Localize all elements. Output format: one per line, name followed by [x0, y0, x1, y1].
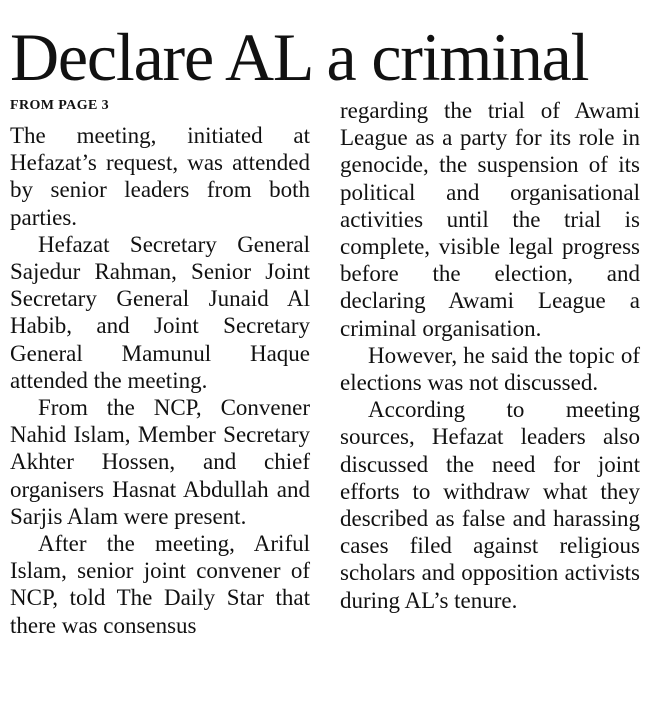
paragraph-meeting-intro: The meeting, initiated at Hefazat’s request, was attended by senior leaders from both parties. — [10, 123, 310, 230]
paragraph-elections: However, he said the topic of elections was not discussed. — [340, 342, 640, 396]
paragraph-consensus-continued: regarding the trial of Awami League as a party for its role in genocide, the suspension of its political and organisational activities until the trial is complete, visible legal progress before the election, and declaring Awami League a criminal organisation. — [340, 98, 640, 341]
left-column — [10, 97, 310, 639]
headline: Declare AL a criminal — [10, 19, 589, 95]
paragraph-after-meeting: After the meeting, Ariful Islam, senior joint convener of NCP, told The Daily Star that there was consensus — [10, 531, 310, 638]
paragraph-hefazat-leaders: Hefazat Secretary General Sajedur Rahman, Senior Joint Secretary General Junaid Al Habib, and Joint Secretary General Mamunul Haque attended the meeting. — [10, 231, 310, 393]
paragraph-ncp-leaders: From the NCP, Convener Nahid Islam, Member Secretary Akhter Hossen, and chief organisers Hasnat Abdullah and Sarjis Alam were present. — [10, 395, 310, 529]
continuation-kicker: FROM PAGE 3 — [10, 98, 110, 113]
right-column — [340, 97, 640, 614]
paragraph-meeting-sources: According to meeting sources, Hefazat leaders also discussed the need for joint efforts to withdraw what they described as false and harassing cases filed against religious scholars and opposition activists during AL’s tenure. — [340, 397, 640, 613]
